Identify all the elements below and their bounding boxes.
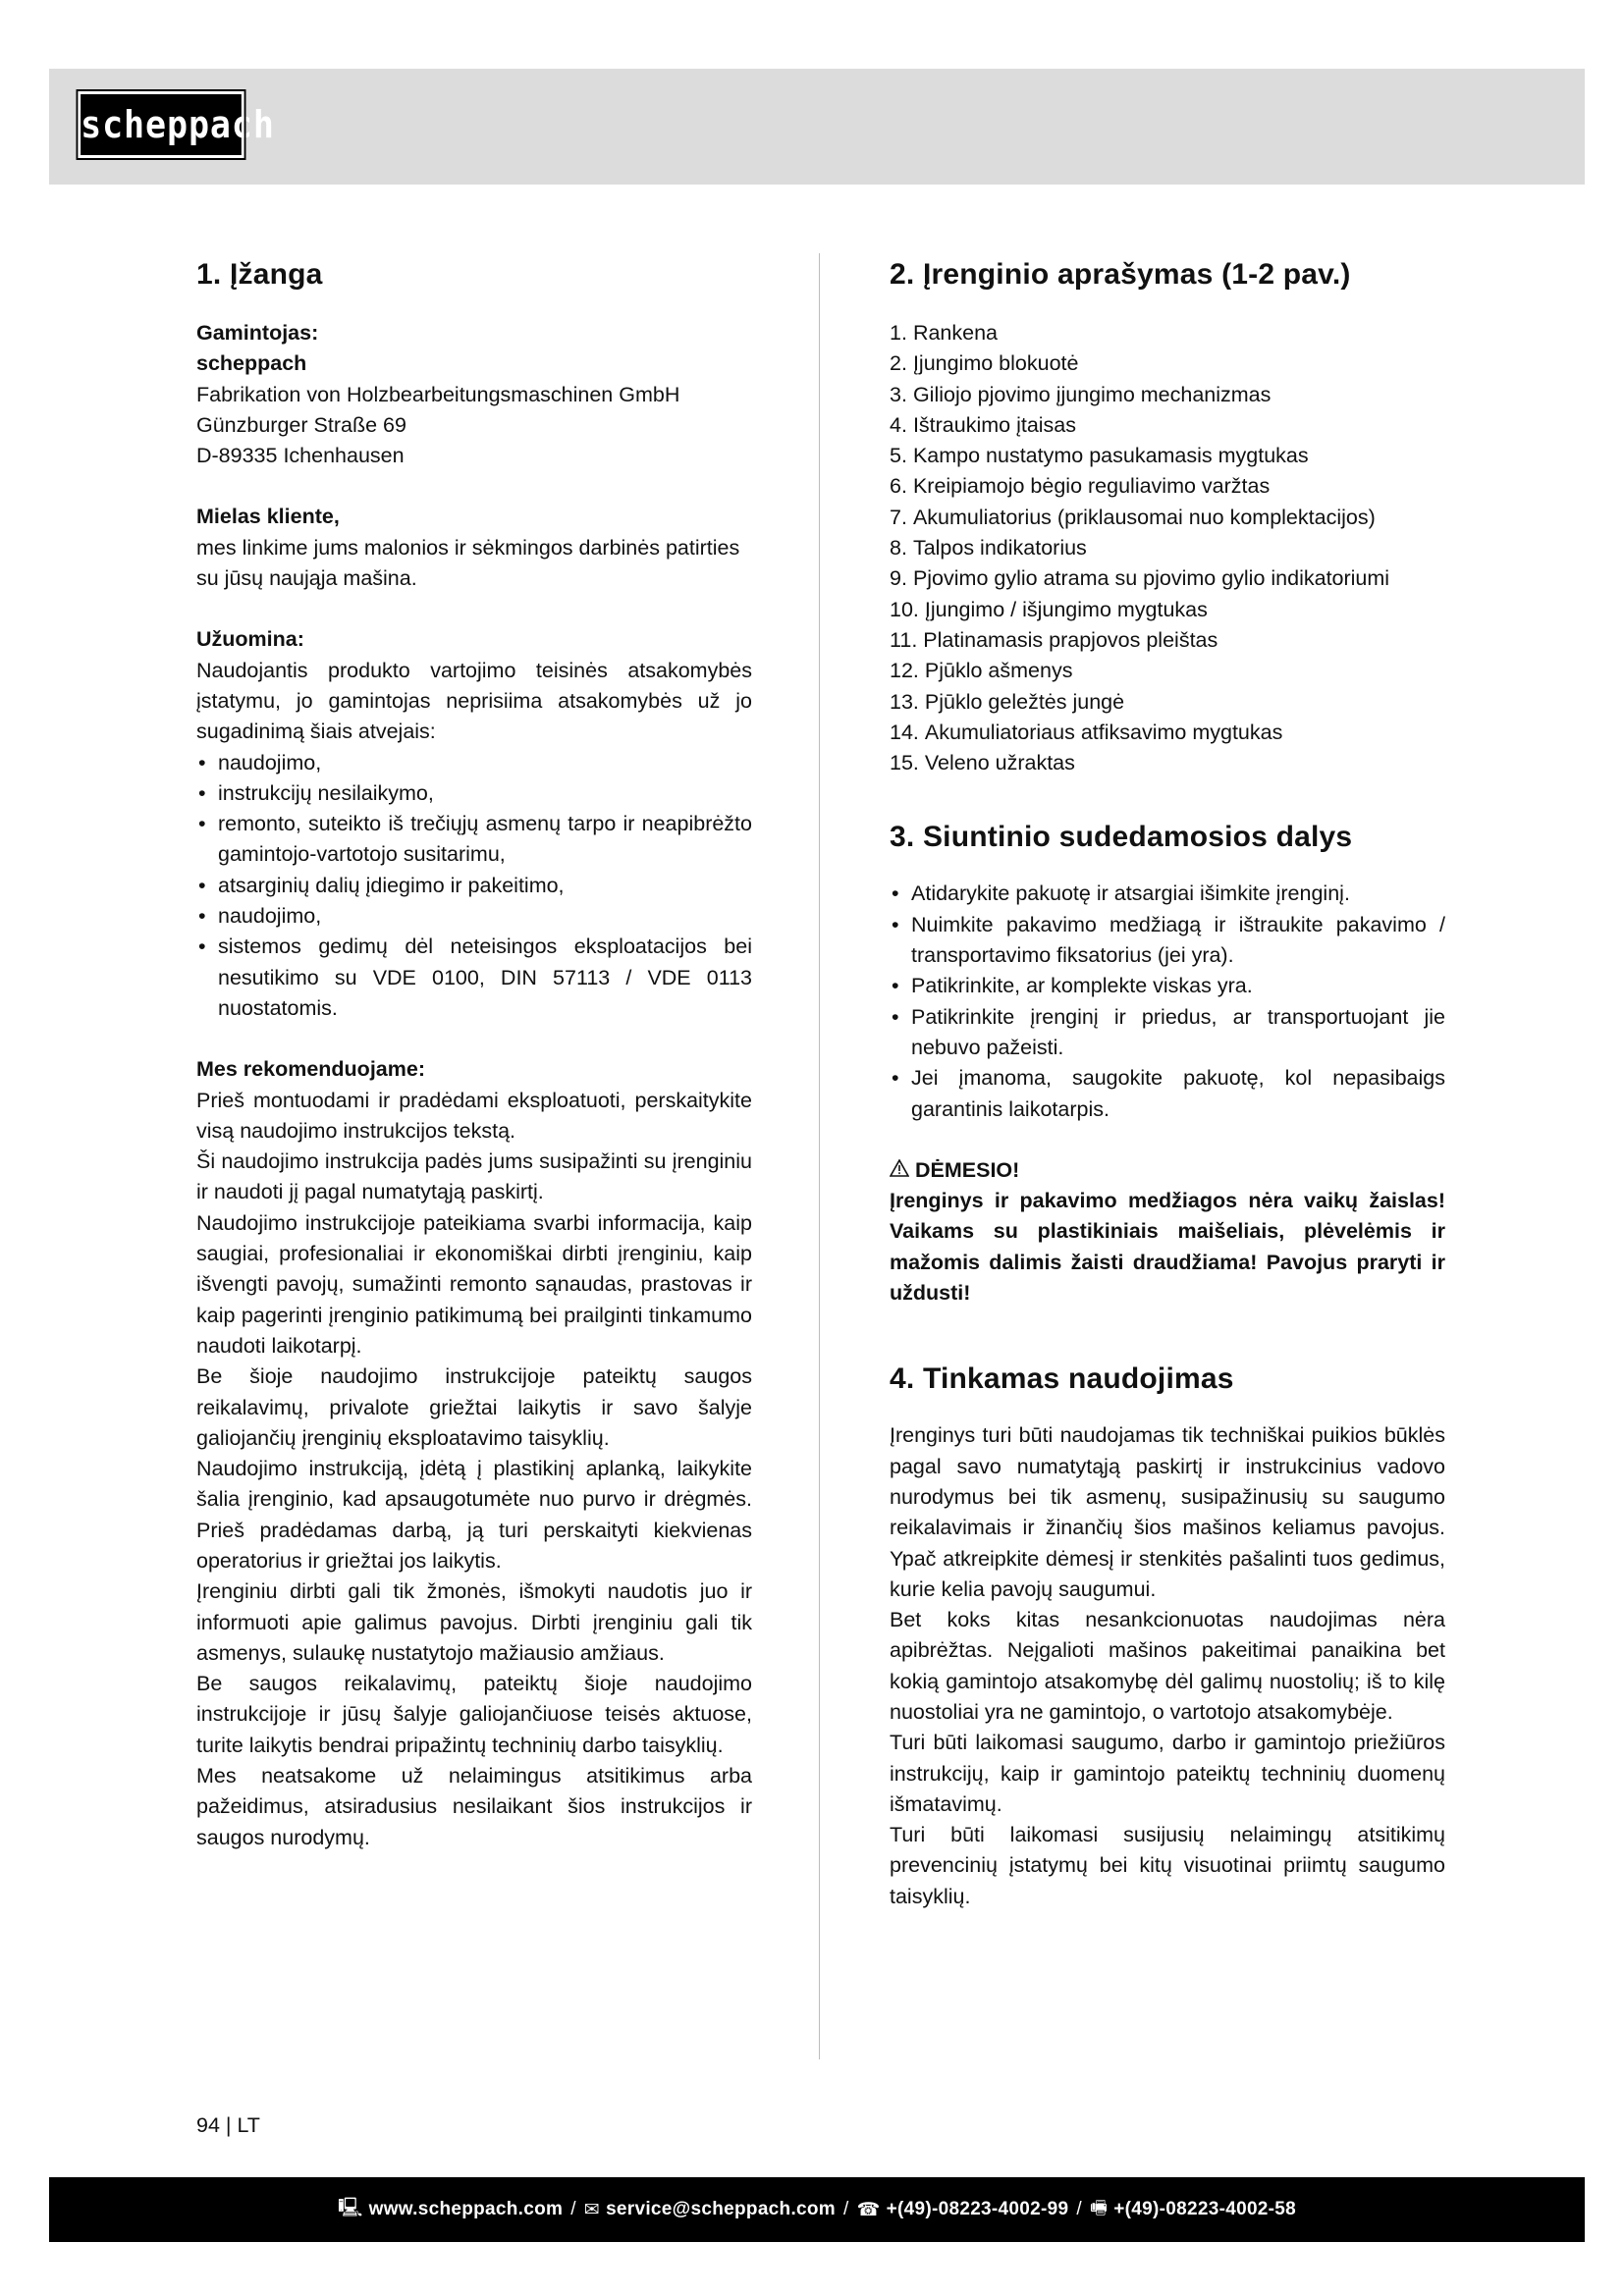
- scheppach-logo: scheppach: [78, 91, 244, 158]
- recommend-paragraph: Prieš montuodami ir pradėdami eksploatuoti, perskaitykite visą naudojimo instrukcijos tekstą.: [196, 1088, 752, 1143]
- footer-separator: /: [1076, 2199, 1082, 2219]
- list-item: 6. Kreipiamojo bėgio reguliavimo varžtas: [890, 474, 1271, 499]
- list-item: • Jei įmanoma, saugokite pakuotę, kol nepasibaigs garantinis laikotarpis.: [890, 1063, 1445, 1125]
- list-item: • Patikrinkite įrenginį ir priedus, ar transportuojant jie nebuvo pažeisti.: [890, 1002, 1445, 1064]
- recommend-paragraph: Ši naudojimo instrukcija padės jums susipažinti su įrenginiu ir naudoti jį pagal numatytąją paskirtį.: [196, 1149, 752, 1204]
- section-3-title: 3. Siuntinio sudedamosios dalys: [890, 821, 1353, 854]
- list-item: 5. Kampo nustatymo pasukamasis mygtukas: [890, 444, 1309, 468]
- warning-label: DĖMESIO!: [915, 1157, 1020, 1182]
- list-item: • sistemos gedimų dėl neteisingos eksploatacijos bei nesutikimo su VDE 0100, DIN 57113 / VDE 0113 nuostatomis.: [196, 932, 752, 1024]
- list-item: 13. Pjūklo geležtės jungė: [890, 689, 1125, 714]
- footer-web[interactable]: www.scheppach.com: [368, 2199, 564, 2219]
- footer-email[interactable]: service@scheppach.com: [606, 2199, 837, 2219]
- manufacturer-line: Fabrikation von Holzbearbeitungsmaschinen GmbH: [196, 382, 680, 406]
- note-text: Naudojantis produkto vartojimo teisinės atsakomybės įstatymu, jo gamintojas neprisiima atsakomybės už jo sugadinimą šiais atvejais:: [196, 658, 752, 744]
- page-number: 94 | LT: [196, 2113, 260, 2137]
- column-divider: [819, 253, 820, 2059]
- section-2-title: 2. Įrenginio aprašymas (1-2 pav.): [890, 258, 1351, 291]
- warning-heading: [890, 1155, 1445, 1186]
- list-item: 14. Akumuliatoriaus atfiksavimo mygtukas: [890, 720, 1283, 744]
- footer-separator: /: [843, 2199, 849, 2219]
- delivery-list: [890, 879, 1445, 1124]
- list-item: • Atidarykite pakuotę ir atsargiai išimkite įrenginį.: [890, 879, 1445, 909]
- warning-triangle-icon: [890, 1155, 909, 1186]
- list-item: 2. Įjungimo blokuotė: [890, 351, 1079, 376]
- monitor-icon: 🖳: [337, 2198, 363, 2218]
- recommend-paragraph: Be šioje naudojimo instrukcijoje pateiktų saugos reikalavimų, privalote griežtai laikytis ir savo šalyje galiojančių įrenginių eksploatavimo taisyklių.: [196, 1364, 752, 1450]
- list-item: • atsarginių dalių įdiegimo ir pakeitimo,: [196, 871, 752, 901]
- dear-customer-text: mes linkime jums malonios ir sėkmingos darbinės patirties su jūsų naująja mašina.: [196, 535, 740, 591]
- dear-customer-label: Mielas kliente,: [196, 505, 340, 529]
- list-item: 4. Ištraukimo įtaisas: [890, 412, 1077, 437]
- phone-icon: ☎: [856, 2199, 881, 2220]
- footer-separator: /: [570, 2199, 576, 2219]
- usage-paragraph: Turi būti laikomasi susijusių nelaimingų atsitikimų prevencinių įstatymų bei kitų visuotinai priimtų saugumo taisyklių.: [890, 1823, 1445, 1908]
- manufacturer-name: scheppach: [196, 351, 307, 376]
- usage-paragraph: Bet koks kitas nesankcionuotas naudojimas nėra apibrėžtas. Neįgalioti mašinos pakeitimai panaikina bet kokią gamintojo atsakomybę dėl galimų nuostolių; iš to kilę nuostoliai yra ne gamintojo, o vartotojo atsakomybėje.: [890, 1608, 1445, 1724]
- parts-list: [890, 318, 1445, 778]
- manufacturer-line: Günzburger Straße 69: [196, 412, 406, 437]
- recommend-paragraph: Mes neatsakome už nelaimingus atsitikimus arba pažeidimus, atsiradusius nesilaikant šios instrukcijos ir saugos nurodymų.: [196, 1764, 752, 1849]
- list-item: 10. Įjungimo / išjungimo mygtukas: [890, 597, 1208, 621]
- warning-text: Įrenginys ir pakavimo medžiagos nėra vaikų žaislas! Vaikams su plastikiniais maišeliais, plėvelėmis ir mažomis dalimis žaisti draudžiama! Pavojus praryti ir uždusti!: [890, 1189, 1445, 1306]
- usage-paragraph: Įrenginys turi būti naudojamas tik techniškai puikios būklės pagal savo numatytąją paskirtį ir instrukcinius vadovo nurodymus bei tik asmenų, susipažinusių su saugumo reikalavimais ir žinančių šios mašinos keliamus pavojus. Ypač atkreipkite dėmesį ir stenkitės pašalinti tuos gedimus, kurie kelia pavojų saugumui.: [890, 1423, 1445, 1601]
- header-band: [49, 69, 1585, 185]
- footer-band: [49, 2177, 1585, 2242]
- manufacturer-line: D-89335 Ichenhausen: [196, 444, 405, 468]
- list-item: • Patikrinkite, ar komplekte viskas yra.: [890, 971, 1445, 1001]
- list-item: • naudojimo,: [196, 901, 752, 932]
- list-item: • instrukcijų nesilaikymo,: [196, 778, 752, 809]
- section-4-title: 4. Tinkamas naudojimas: [890, 1362, 1234, 1396]
- recommend-paragraph: Naudojimo instrukcijoje pateikiama svarbi informacija, kaip saugiai, profesionaliai ir ekonomiškai dirbti įrenginiu, kaip išvengti pavojų, sumažinti remonto sąnaudas, prastovas ir kaip pagerinti įrenginio patikimumą bei prailginti tinkamumo naudoti laikotarpį.: [196, 1210, 752, 1358]
- list-item: 3. Giliojo pjovimo įjungimo mechanizmas: [890, 382, 1272, 406]
- mail-icon: ✉: [583, 2199, 601, 2220]
- left-column: [196, 253, 752, 1853]
- list-item: 1. Rankena: [890, 321, 999, 345]
- list-item: 9. Pjovimo gylio atrama su pjovimo gylio indikatoriumi: [890, 566, 1390, 591]
- recommend-label: Mes rekomenduojame:: [196, 1057, 425, 1082]
- recommend-paragraph: Be saugos reikalavimų, pateiktų šioje naudojimo instrukcijoje ir jūsų šalyje galiojančiuose teisės aktuose, turite laikytis bendrai pripažintų techninių darbo taisyklių.: [196, 1672, 752, 1757]
- list-item: 7. Akumuliatorius (priklausomai nuo komplektacijos): [890, 505, 1376, 529]
- note-list: [196, 748, 752, 1025]
- footer-phone: +(49)-08223-4002-99: [886, 2199, 1069, 2219]
- recommend-paragraph: Naudojimo instrukciją, įdėtą į plastikinį aplanką, laikykite šalia įrenginio, kad apsaugotumėte nuo purvo ir drėgmės. Prieš pradėdamas darbą, ją turi perskaityti kiekvienas operatorius ir griežtai jos laikytis.: [196, 1457, 752, 1573]
- list-item: • remonto, suteikto iš trečiųjų asmenų tarpo ir neapibrėžto gamintojo-vartotojo susitarimu,: [196, 809, 752, 871]
- list-item: • naudojimo,: [196, 748, 752, 778]
- right-column: [890, 253, 1445, 1912]
- list-item: 8. Talpos indikatorius: [890, 536, 1087, 561]
- footer-fax: +(49)-08223-4002-58: [1113, 2199, 1297, 2219]
- list-item: • Nuimkite pakavimo medžiagą ir ištraukite pakavimo / transportavimo fiksatorius (jei yra).: [890, 910, 1445, 972]
- list-item: 12. Pjūklo ašmenys: [890, 659, 1073, 683]
- list-item: 11. Platinamasis prapjovos pleištas: [890, 627, 1218, 652]
- list-item: 15. Veleno užraktas: [890, 751, 1075, 775]
- usage-paragraph: Turi būti laikomasi saugumo, darbo ir gamintojo priežiūros instrukcijų, kaip ir gamintojo pateiktų techninių duomenų išmatavimų.: [890, 1731, 1445, 1816]
- section-1-title: 1. Įžanga: [196, 258, 323, 291]
- fax-icon: 🖷: [1089, 2198, 1109, 2218]
- note-label: Užuomina:: [196, 627, 304, 652]
- manufacturer-label: Gamintojas:: [196, 321, 319, 345]
- recommend-paragraph: Įrenginiu dirbti gali tik žmonės, išmokyti naudotis juo ir informuoti apie galimus pavojus. Dirbti įrenginiu gali tik asmenys, sulaukę nustatytojo mažiausio amžiaus.: [196, 1579, 752, 1665]
